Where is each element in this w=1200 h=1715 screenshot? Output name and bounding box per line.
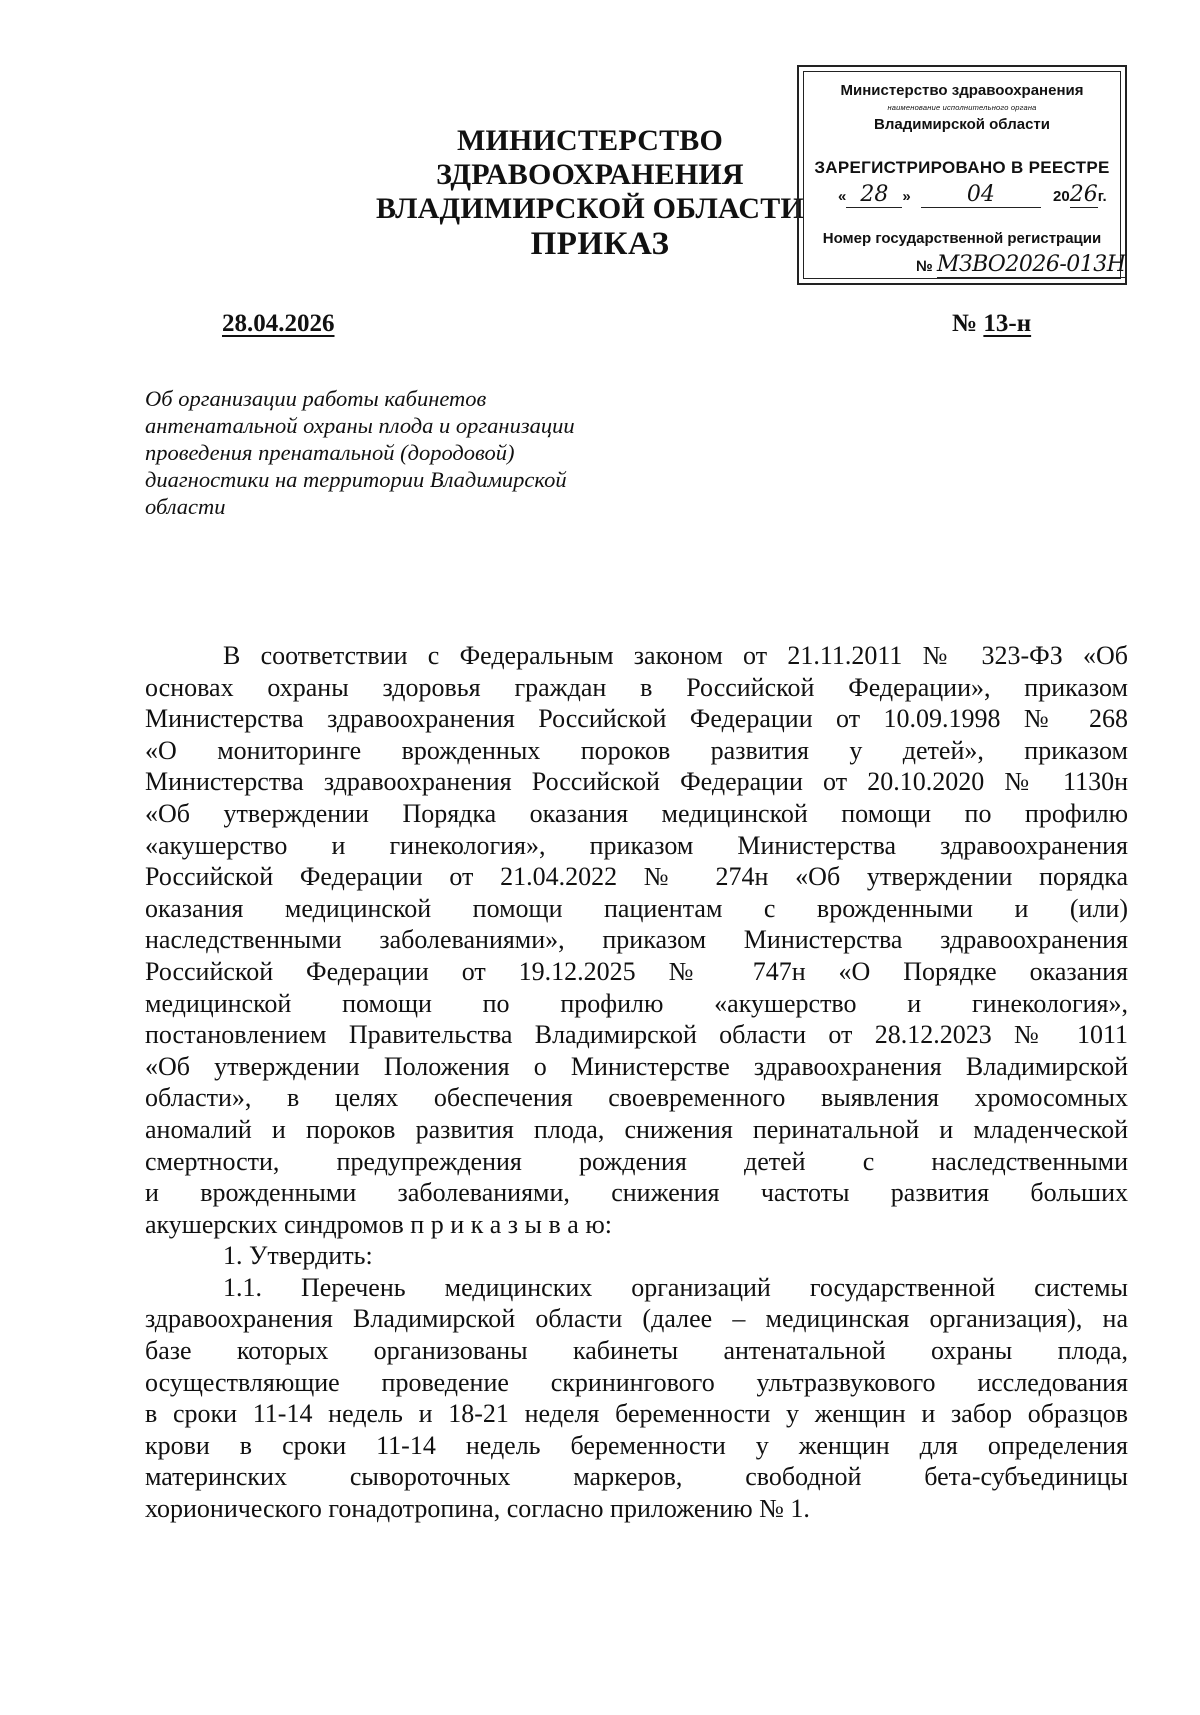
body-line: аномалий и пороков развития плода, снижения перинатальной и младенческой xyxy=(145,1114,1128,1144)
stamp-registered-label: ЗАРЕГИСТРИРОВАНО В РЕЕСТРЕ xyxy=(814,158,1110,177)
stamp-reg-number-value: МЗВО2026-013Н xyxy=(936,252,1126,277)
order-number-value: 13-н xyxy=(983,310,1032,337)
subject-line: области xyxy=(145,494,226,519)
stamp-authority-line-1: Министерство здравоохранения xyxy=(840,82,1084,99)
body-line: 1. Утвердить: xyxy=(223,1241,373,1271)
body-line: «акушерство и гинекология», приказом Министерства здравоохранения xyxy=(145,830,1128,860)
body-line: и врожденными заболеваниями, снижения частоты развития больших xyxy=(145,1178,1128,1208)
stamp-reg-number-prefix: № xyxy=(916,258,933,275)
order-subject xyxy=(145,385,625,520)
stamp-inner-border xyxy=(803,71,1126,279)
order-number xyxy=(952,310,1031,338)
subject-line: проведения пренатальной (дородовой) xyxy=(145,440,515,465)
body-line: 1.1. Перечень медицинских организаций государственной системы xyxy=(223,1272,1128,1302)
body-line: Российской Федерации от 19.12.2025 № 747н «О Порядке оказания xyxy=(145,956,1128,986)
stamp-registration-date xyxy=(838,182,1107,208)
body-line: здравоохранения Владимирской области (далее – медицинская организация), на xyxy=(145,1304,1128,1334)
body-line: Министерства здравоохранения Российской Федерации от 10.09.1998 № 268 xyxy=(145,704,1128,734)
stamp-date-month: 04 xyxy=(921,182,1041,208)
body-line: Министерства здравоохранения Российской Федерации от 20.10.2020 № 1130н xyxy=(145,767,1128,797)
stamp-date-year-suffix: г. xyxy=(1097,188,1107,205)
body-line: медицинской помощи по профилю «акушерство и гинекология», xyxy=(145,988,1128,1018)
subject-line: диагностики на территории Владимирской xyxy=(145,467,567,492)
ministry-heading xyxy=(300,124,880,226)
subject-line: антенатальной охраны плода и организации xyxy=(145,413,575,438)
body-line: осуществляющие проведение скринингового ультразвукового исследования xyxy=(145,1367,1128,1397)
order-number-prefix: № xyxy=(952,310,984,337)
body-line: «Об утверждении Порядка оказания медицинской помощи по профилю xyxy=(145,798,1128,828)
body-line: Российской Федерации от 21.04.2022 № 274н «Об утверждении порядка xyxy=(145,862,1128,892)
ministry-heading-line-2: ВЛАДИМИРСКОЙ ОБЛАСТИ xyxy=(376,192,804,225)
body-line: «Об утверждении Положения о Министерстве здравоохранения Владимирской xyxy=(145,1051,1128,1081)
subject-line: Об организации работы кабинетов xyxy=(145,386,487,411)
body-line: оказания медицинской помощи пациентам с врожденными и (или) xyxy=(145,893,1128,923)
body-line: «О мониторинге врожденных пороков развития у детей», приказом xyxy=(145,735,1128,765)
ministry-heading-line-1: МИНИСТЕРСТВО ЗДРАВООХРАНЕНИЯ xyxy=(436,124,744,191)
order-date: 28.04.2026 xyxy=(222,310,335,337)
order-title: ПРИКАЗ xyxy=(530,226,670,262)
body-line: смертности, предупреждения рождения детей с наследственными xyxy=(145,1146,1128,1176)
body-line: В соответствии с Федеральным законом от 21.11.2011 № 323-ФЗ «Об xyxy=(223,641,1128,670)
stamp-date-year: 26 xyxy=(1069,182,1098,207)
stamp-authority-line-2: Владимирской области xyxy=(874,116,1050,133)
body-line: основах охраны здоровья граждан в Российской Федерации», приказом xyxy=(145,672,1128,702)
stamp-registration-number xyxy=(916,252,1125,278)
body-line: области», в целях обеспечения своевременного выявления хромосомных xyxy=(145,1083,1128,1113)
body-line: наследственными заболеваниями», приказом Министерства здравоохранения xyxy=(145,925,1128,955)
body-line: акушерских синдромов п р и к а з ы в а ю: xyxy=(145,1209,612,1239)
body-line: хорионического гонадотропина, согласно приложению № 1. xyxy=(145,1494,810,1524)
stamp-date-open-quote: « xyxy=(838,188,847,205)
body-line: постановлением Правительства Владимирской области от 28.12.2023 № 1011 xyxy=(145,1020,1128,1050)
stamp-authority-caption: наименование исполнительного органа xyxy=(887,103,1037,112)
registration-stamp xyxy=(797,65,1127,285)
stamp-reg-number-label: Номер государственной регистрации xyxy=(822,230,1102,247)
stamp-date-day: 28 xyxy=(846,182,902,208)
body-line: базе которых организованы кабинеты антенатальной охраны плода, xyxy=(145,1336,1128,1366)
body-line: материнских сывороточных маркеров, свободной бета-субъединицы xyxy=(145,1462,1128,1492)
order-body xyxy=(145,640,1128,1525)
body-line: в сроки 11-14 недель и 18-21 неделя беременности у женщин и забор образцов xyxy=(145,1399,1128,1429)
stamp-date-close-quote: » xyxy=(902,188,911,205)
body-line: крови в сроки 11-14 недель беременности у женщин для определения xyxy=(145,1430,1128,1460)
stamp-date-year-prefix: 20 xyxy=(1053,188,1070,205)
